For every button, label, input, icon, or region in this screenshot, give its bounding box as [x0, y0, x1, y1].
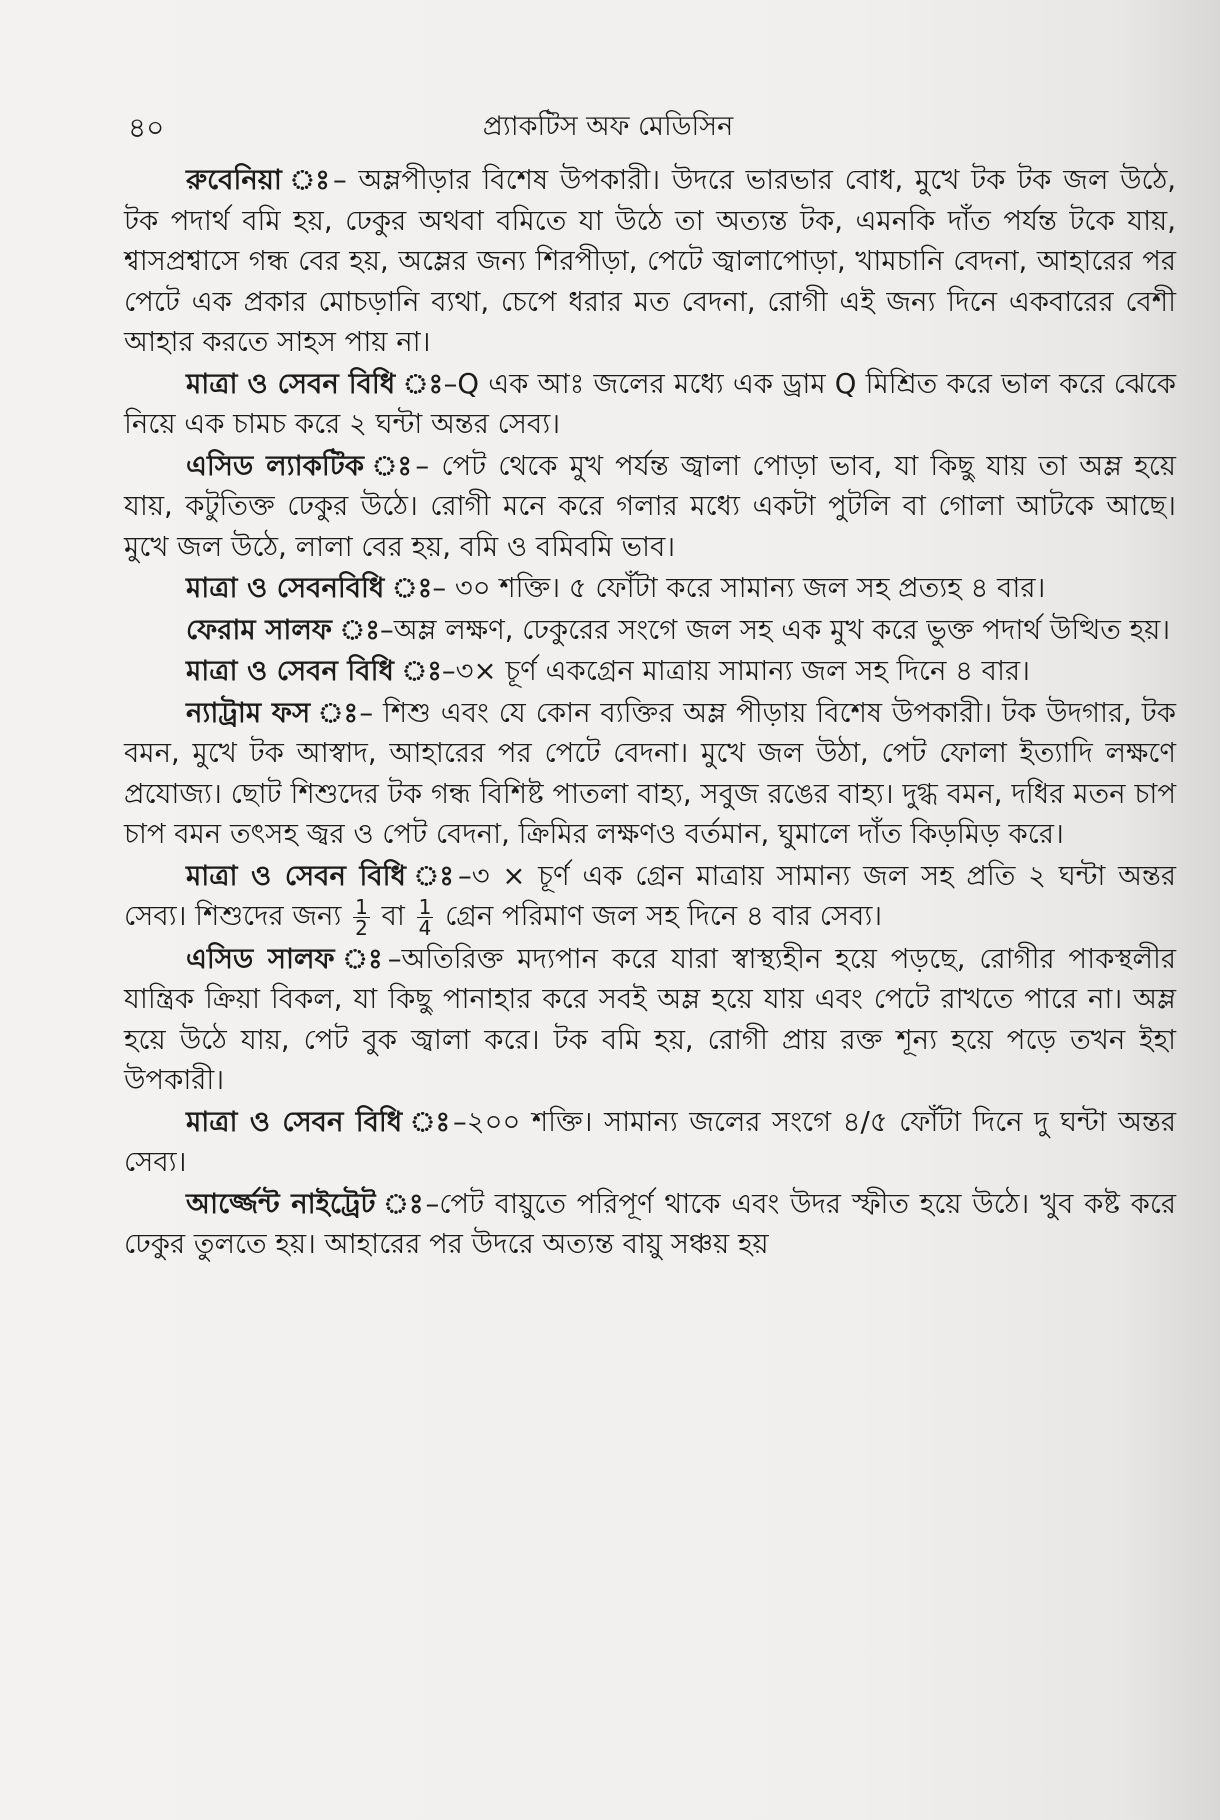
remedy-entry-natrum-phos [124, 693, 1176, 855]
fraction-numerator: 1 [355, 894, 368, 919]
dosage-entry [124, 364, 1176, 445]
fraction-numerator: 1 [418, 894, 432, 919]
fraction-quarter [417, 894, 434, 940]
remedy-name: আর্জ্জেন্ট নাইট্রেট ঃ [186, 1187, 426, 1220]
dosage-text: –৩× চূর্ণ একগ্রেন মাত্রায় সামান্য জল সহ দিনে ৪ বার। [441, 655, 1030, 687]
dosage-heading: মাত্রা ও সেবনবিধি ঃ [186, 572, 433, 604]
remedy-name: এসিড সালফ ঃ [186, 942, 388, 975]
remedy-name: ন্যাট্রাম ফস ঃ [186, 696, 360, 729]
dosage-text-tail: গ্রেন পরিমাণ জল সহ দিনে ৪ বার সেব্য। [436, 900, 883, 932]
fraction-half [353, 894, 370, 940]
dosage-text-connector: বা [372, 900, 414, 932]
remedy-description: –অম্ল লক্ষণ, ঢেকুরের সংগে জল সহ এক মুখ করে ভুক্ত পদার্থ উত্থিত হয়। [379, 613, 1171, 646]
remedy-description: – অম্লপীড়ার বিশেষ উপকারী। উদরে ভারভার বোধ, মুখে টক টক জল উঠে, টক পদার্থ বমি হয়, ঢেকুর অথবা বমিতে যা উঠে তা অত্যন্ত টক, এমনকি দাঁত পর্যন্ত টকে যায়, শ্বাসপ্রশ্বাসে গন্ধ বের হয়, অম্লের জন্য শিরপীড়া, পেটে জ্বালাপোড়া, খামচানি বেদনা, আহারের পর পেটে এক প্রকার মোচড়ানি ব্যথা, চেপে ধরার মত বেদনা, রোগী এই জন্য দিনে একবারের বেশী আহার করতে সাহস পায় না। [124, 164, 1177, 358]
remedy-name: ফেরাম সালফ ঃ [186, 613, 380, 646]
remedy-entry-acid-sulph [124, 939, 1176, 1101]
dosage-heading: মাত্রা ও সেবন বিধি ঃ [186, 655, 442, 687]
remedy-entry-ferrum-sulph [124, 610, 1176, 651]
running-title: প্র্যাকটিস অফ মেডিসিন [482, 111, 734, 142]
remedy-description: –পেট বায়ুতে পরিপূর্ণ থাকে এবং উদর স্ফীত হয়ে উঠে। খুব কষ্ট করে ঢেকুর তুলতে হয়। আহারের পর উদরে অত্যন্ত বায়ু সঞ্চয় হয় [124, 1187, 1176, 1260]
remedy-entry-argentum-nitricum [124, 1184, 1176, 1265]
dosage-entry [124, 1102, 1176, 1183]
page-body [124, 160, 1176, 1266]
dosage-entry [124, 568, 1176, 609]
page-number: ৪০ [128, 111, 165, 144]
dosage-text: – ৩০ শক্তি। ৫ ফোঁটা করে সামান্য জল সহ প্রত্যহ ৪ বার। [432, 572, 1046, 604]
remedy-description: – শিশু এবং যে কোন ব্যক্তির অম্ল পীড়ায় বিশেষ উপকারী। টক উদগার, টক বমন, মুখে টক আস্বাদ, আহারের পর পেটে বেদনা। মুখে জল উঠা, পেট ফোলা ইত্যাদি লক্ষণে প্রযোজ্য। ছোট শিশুদের টক গন্ধ বিশিষ্ট পাতলা বাহ্য, সবুজ রঙের বাহ্য। দুগ্ধ বমন, দধির মতন চাপ চাপ বমন তৎসহ জ্বর ও পেট বেদনা, ক্রিমির লক্ষণও বর্তমান, ঘুমালে দাঁত কিড়মিড় করে। [124, 696, 1177, 850]
remedy-description: – পেট থেকে মুখ পর্যন্ত জ্বালা পোড়া ভাব, যা কিছু যায় তা অম্ল হয়ে যায়, কটুতিক্ত ঢেকুর উঠে। রোগী মনে করে গলার মধ্যে একটা পুটলি বা গোলা আটকে আছে। মুখে জল উঠে, লালা বের হয়, বমি ও বমিবমি ভাব। [124, 449, 1176, 563]
fraction-denominator: 2 [355, 915, 368, 940]
dosage-entry [124, 856, 1176, 938]
remedy-name: এসিড ল্যাকটিক ঃ [186, 449, 416, 482]
dosage-text: –Q এক আঃ জলের মধ্যে এক ড্রাম Q মিশ্রিত করে ভাল করে ঝেকে নিয়ে এক চামচ করে ২ ঘন্টা অন্তর সেব্য। [124, 367, 1176, 440]
remedy-name: রুবেনিয়া ঃ [186, 164, 333, 196]
dosage-heading: মাত্রা ও সেবন বিধি ঃ [186, 367, 444, 400]
page-header [128, 100, 1088, 150]
dosage-text: –৩ × চূর্ণ এক গ্রেন মাত্রায় সামান্য জল সহ প্রতি ২ ঘন্টা অন্তর সেব্য। শিশুদের জন্য [124, 859, 1176, 932]
remedy-description: –অতিরিক্ত মদ্যপান করে যারা স্বাস্থ্যহীন হয়ে পড়ছে, রোগীর পাকস্থলীর যান্ত্রিক ক্রিয়া বিকল, যা কিছু পানাহার করে সবই অম্ল হয়ে যায় এবং পেটে রাখতে পারে না। অম্ল হয়ে উঠে যায়, পেট বুক জ্বালা করে। টক বমি হয়, রোগী প্রায় রক্ত শূন্য হয়ে পড়ে তখন ইহা উপকারী। [124, 942, 1177, 1096]
dosage-heading: মাত্রা ও সেবন বিধি ঃ [186, 859, 458, 892]
dosage-entry [124, 651, 1176, 692]
remedy-entry-rubenia [124, 160, 1176, 363]
fraction-denominator: 4 [418, 915, 432, 940]
dosage-text: –২০০ শক্তি। সামান্য জলের সংগে ৪/৫ ফোঁটা দিনে দু ঘন্টা অন্তর সেব্য। [124, 1105, 1176, 1178]
remedy-entry-acid-lactic [124, 446, 1176, 568]
dosage-heading: মাত্রা ও সেবন বিধি ঃ [186, 1105, 453, 1138]
